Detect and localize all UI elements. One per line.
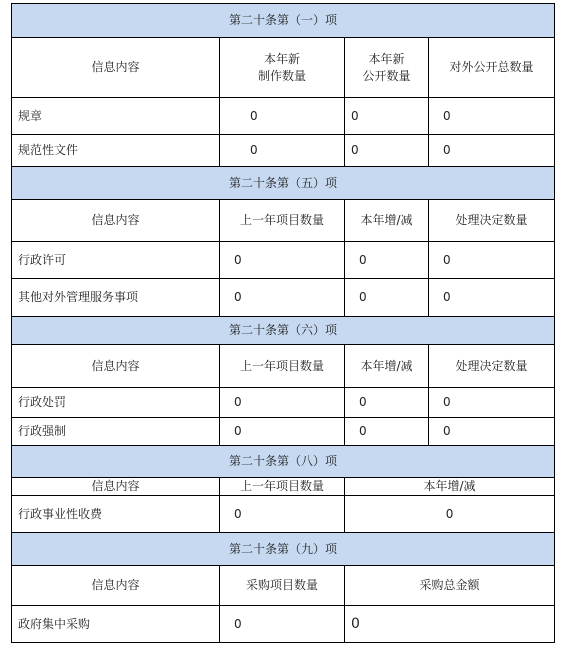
column-header: 上一年项目数量 — [220, 478, 345, 496]
cell-value: 0 — [429, 418, 555, 446]
table-row — [12, 279, 555, 317]
cell-value: 0 — [345, 279, 429, 317]
cell-value: 0 — [220, 606, 345, 643]
section-title: 第二十条第（五）项 — [12, 167, 555, 200]
cell-value: 0 — [429, 279, 555, 317]
column-header: 本年新 公开数量 — [345, 38, 429, 98]
column-header-row — [12, 200, 555, 242]
section-title: 第二十条第（一）项 — [12, 4, 555, 38]
column-header: 信息内容 — [12, 38, 220, 98]
column-header: 本年增/减 — [345, 345, 429, 388]
cell-value: 0 — [429, 388, 555, 418]
cell-value: 0 — [345, 606, 555, 643]
info-disclosure-table-container — [11, 3, 554, 643]
column-header: 上一年项目数量 — [220, 345, 345, 388]
table-row — [12, 496, 555, 533]
section-header-row — [12, 167, 555, 200]
row-label: 规范性文件 — [12, 135, 220, 167]
table-row — [12, 388, 555, 418]
column-header: 处理决定数量 — [429, 200, 555, 242]
section-title: 第二十条第（九）项 — [12, 533, 555, 566]
row-label: 其他对外管理服务事项 — [12, 279, 220, 317]
column-header: 上一年项目数量 — [220, 200, 345, 242]
section-header-row — [12, 533, 555, 566]
cell-value: 0 — [220, 388, 345, 418]
row-label: 行政强制 — [12, 418, 220, 446]
cell-value: 0 — [429, 98, 555, 135]
column-header: 本年增/减 — [345, 478, 555, 496]
column-header: 本年新 制作数量 — [220, 38, 345, 98]
row-label: 规章 — [12, 98, 220, 135]
section-header-row — [12, 446, 555, 478]
cell-value: 0 — [220, 135, 345, 167]
section-header-row — [12, 4, 555, 38]
cell-value: 0 — [220, 279, 345, 317]
column-header: 对外公开总数量 — [429, 38, 555, 98]
cell-value: 0 — [429, 242, 555, 279]
cell-value: 0 — [345, 496, 555, 533]
column-header: 信息内容 — [12, 478, 220, 496]
column-header-row — [12, 345, 555, 388]
column-header-row — [12, 478, 555, 496]
cell-value: 0 — [220, 418, 345, 446]
column-header: 处理决定数量 — [429, 345, 555, 388]
cell-value: 0 — [345, 388, 429, 418]
table-row — [12, 98, 555, 135]
cell-value: 0 — [345, 135, 429, 167]
cell-value: 0 — [345, 98, 429, 135]
cell-value: 0 — [220, 242, 345, 279]
cell-value: 0 — [220, 98, 345, 135]
cell-value: 0 — [429, 135, 555, 167]
table-row — [12, 135, 555, 167]
row-label: 行政许可 — [12, 242, 220, 279]
row-label: 政府集中采购 — [12, 606, 220, 643]
column-header-row — [12, 566, 555, 606]
table-row — [12, 418, 555, 446]
table-row — [12, 242, 555, 279]
column-header: 采购项目数量 — [220, 566, 345, 606]
column-header: 信息内容 — [12, 345, 220, 388]
column-header-row — [12, 38, 555, 98]
table-row — [12, 606, 555, 643]
column-header: 信息内容 — [12, 566, 220, 606]
section-title: 第二十条第（六）项 — [12, 317, 555, 345]
info-disclosure-table — [11, 3, 555, 643]
row-label: 行政事业性收费 — [12, 496, 220, 533]
cell-value: 0 — [220, 496, 345, 533]
section-title: 第二十条第（八）项 — [12, 446, 555, 478]
column-header: 本年增/减 — [345, 200, 429, 242]
section-header-row — [12, 317, 555, 345]
cell-value: 0 — [345, 418, 429, 446]
row-label: 行政处罚 — [12, 388, 220, 418]
column-header: 信息内容 — [12, 200, 220, 242]
cell-value: 0 — [345, 242, 429, 279]
column-header: 采购总金额 — [345, 566, 555, 606]
